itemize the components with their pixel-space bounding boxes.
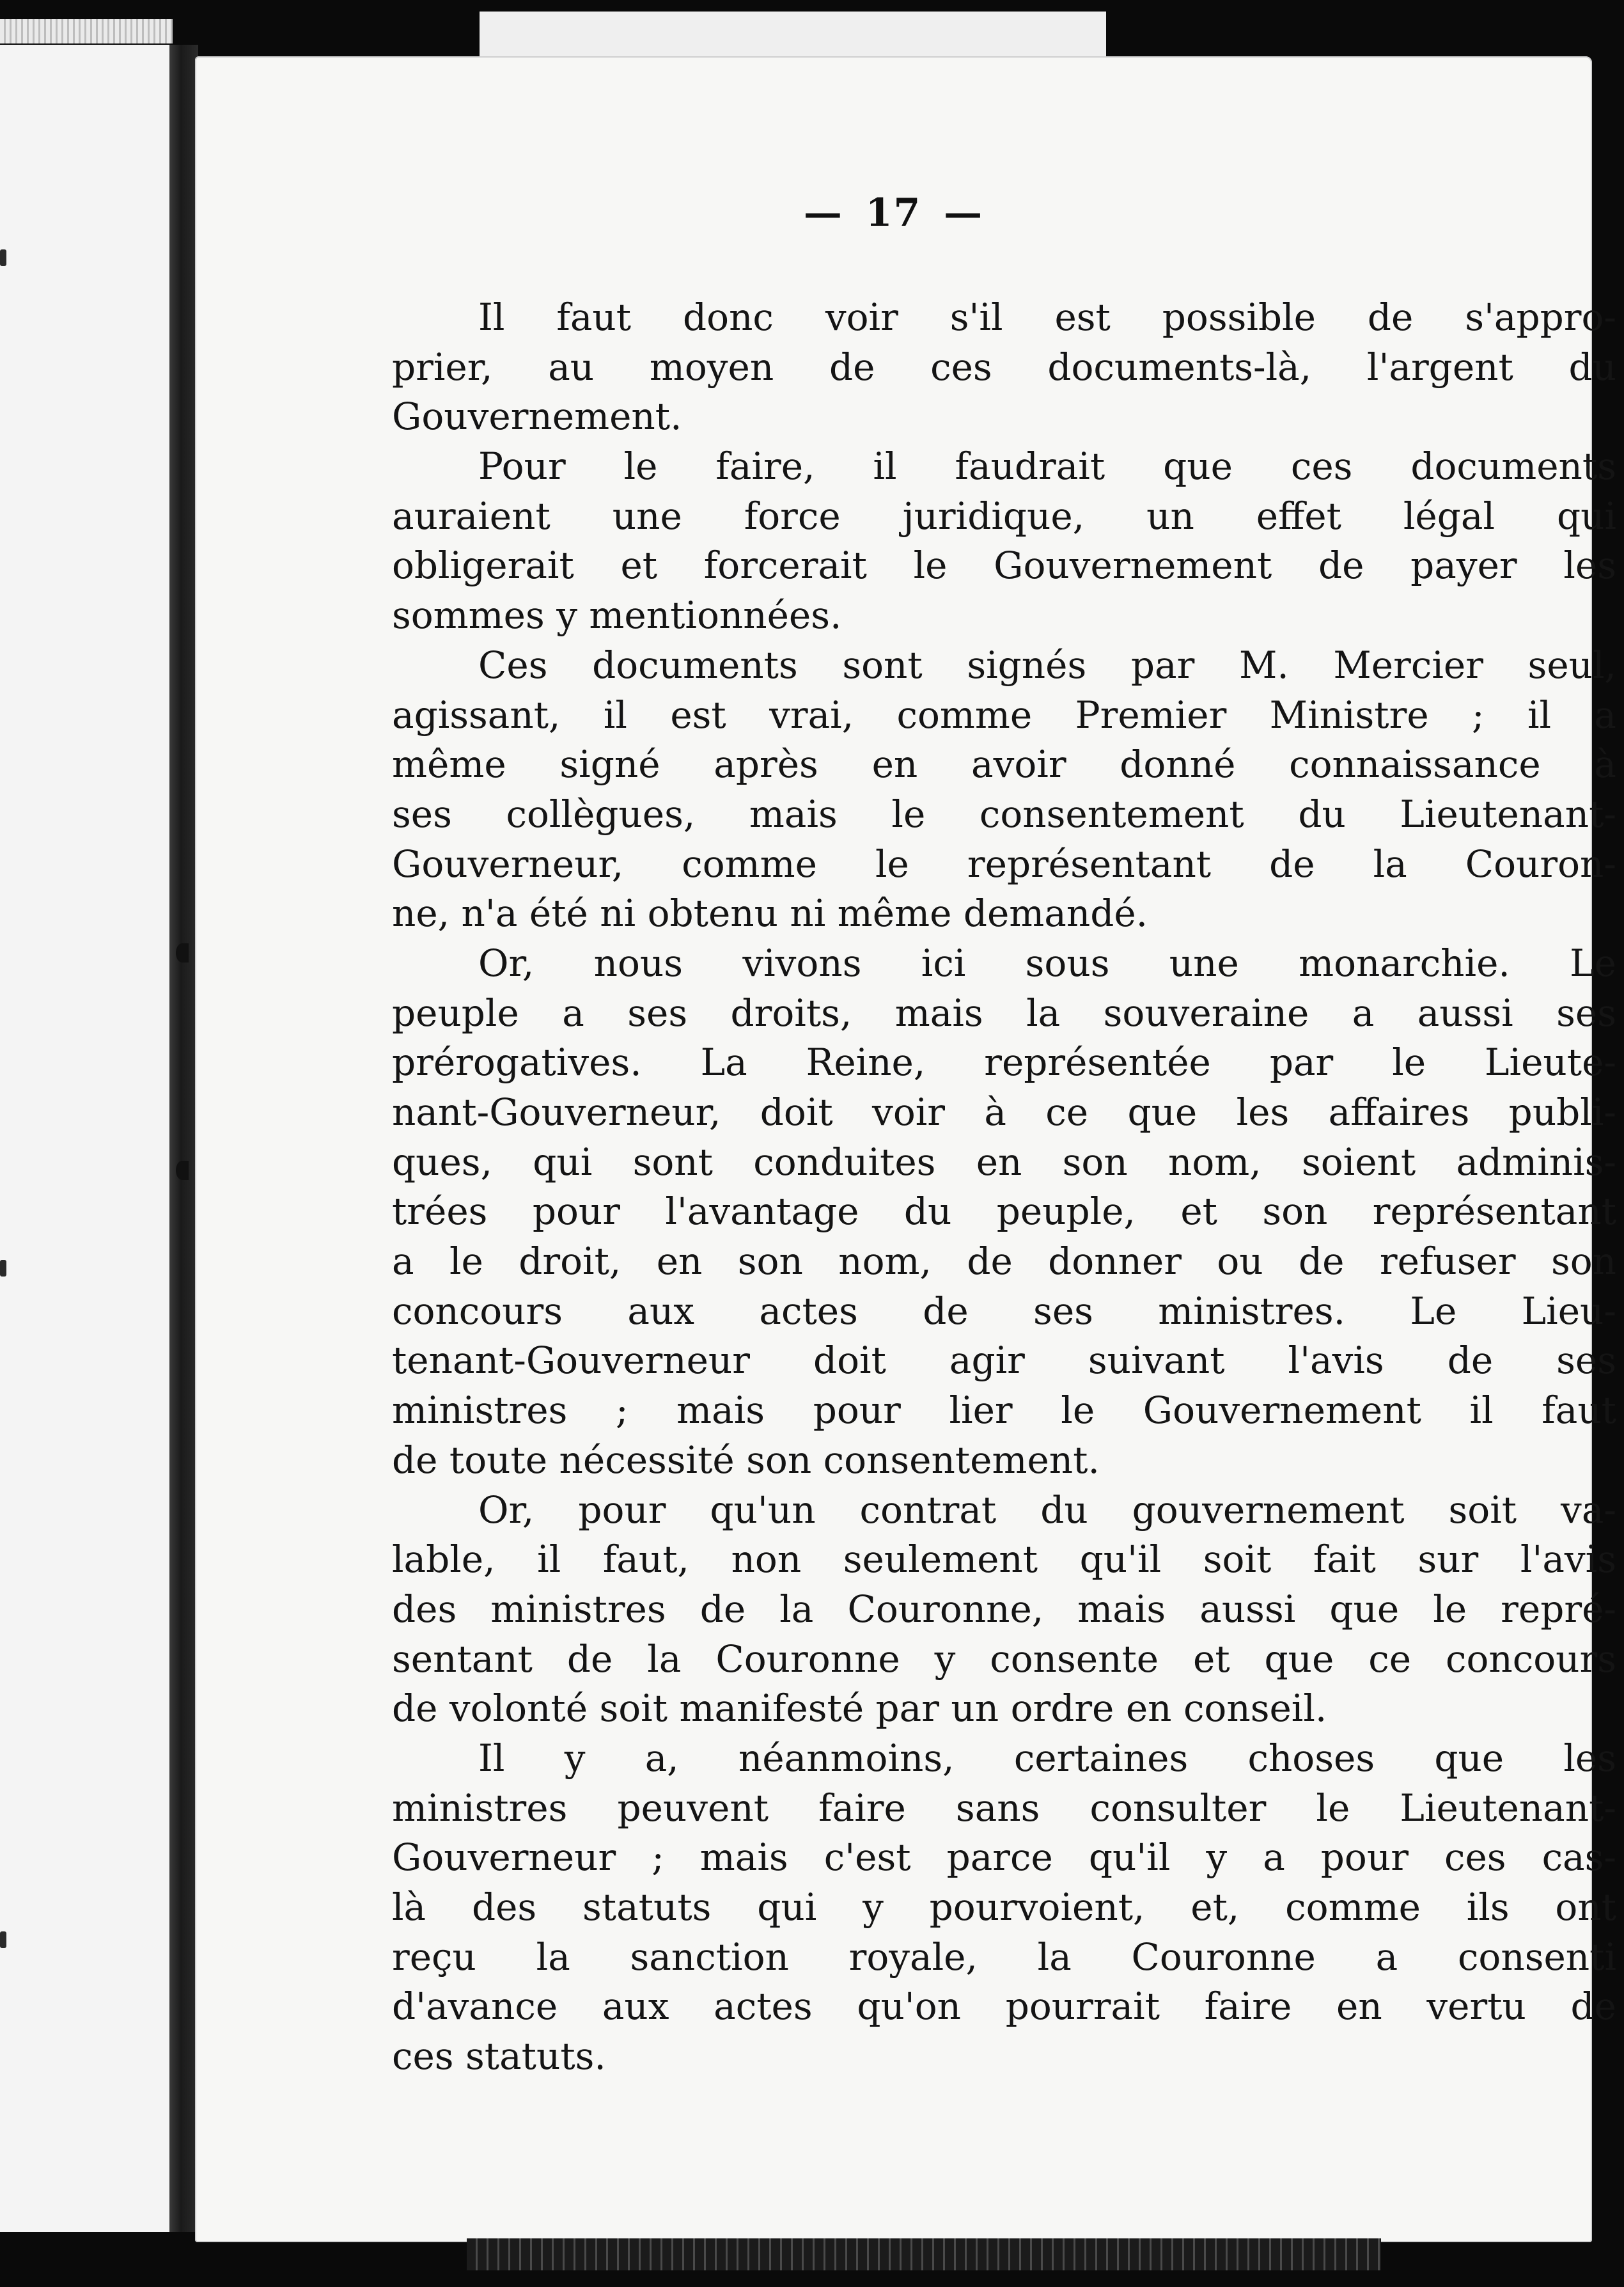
text-line: tenant-Gouverneur doit agir suivant l'avis de ses [392, 1339, 1616, 1383]
text-line: Gouverneur ; mais c'est parce qu'il y a pour ces cas- [392, 1835, 1616, 1880]
page-number [195, 191, 1592, 235]
text-line: Il y a, néanmoins, certaines choses que les [478, 1736, 1616, 1780]
text-line: obligerait et forcerait le Gouvernement de payer les [392, 544, 1616, 588]
paragraph [392, 641, 1616, 939]
text-line: trées pour l'avantage du peuple, et son représentant [392, 1190, 1616, 1234]
scan-edge-top-left [0, 19, 173, 43]
text-line: même signé après en avoir donné connaissance à [392, 743, 1616, 787]
text-line: sommes y mentionnées. [392, 593, 842, 638]
text-line: de toute nécessité son consentement. [392, 1438, 1100, 1482]
text-line: concours aux actes de ses ministres. Le Lieu- [392, 1289, 1616, 1333]
edge-mark [0, 249, 6, 266]
text-line: des ministres de la Couronne, mais aussi que le repré- [392, 1587, 1616, 1631]
scan-edge-top [480, 12, 1106, 59]
page-number-value: 17 [865, 191, 922, 235]
text-line: agissant, il est vrai, comme Premier Ministre ; il a [392, 693, 1616, 737]
book-binding [169, 45, 198, 2232]
text-line: peuple a ses droits, mais la souveraine a aussi ses [392, 991, 1616, 1035]
text-line: là des statuts qui y pourvoient, et, comme ils ont [392, 1885, 1616, 1929]
scan-edge-bottom [467, 2238, 1381, 2270]
paragraph [392, 939, 1616, 1486]
text-line: ministres peuvent faire sans consulter le Lieutenant- [392, 1786, 1616, 1830]
text-line: ces statuts. [392, 2034, 606, 2079]
facing-page-edge [0, 45, 172, 2232]
text-line: reçu la sanction royale, la Couronne a consenti [392, 1935, 1616, 1979]
text-line: Pour le faire, il faudrait que ces documents [478, 444, 1616, 489]
text-line: d'avance aux actes qu'on pourrait faire en vertu de [392, 1984, 1616, 2029]
text-line: Or, pour qu'un contrat du gouvernement soit va- [478, 1488, 1616, 1532]
text-line: Gouverneur, comme le représentant de la Couron- [392, 842, 1616, 886]
paragraph [392, 1486, 1616, 1734]
paragraph [392, 293, 1616, 442]
text-line: nant-Gouverneur, doit voir à ce que les affaires publi- [392, 1090, 1616, 1134]
dash-right: — [944, 191, 984, 235]
edge-mark [0, 1931, 6, 1948]
text-line: de volonté soit manifesté par un ordre en conseil. [392, 1686, 1327, 1731]
paragraph [392, 442, 1616, 641]
text-line: ques, qui sont conduites en son nom, soient adminis- [392, 1140, 1616, 1184]
binding-notch [176, 943, 189, 963]
text-line: Or, nous vivons ici sous une monarchie. Le [478, 941, 1616, 985]
text-line: Gouvernement. [392, 395, 682, 439]
text-line: auraient une force juridique, un effet légal qui [392, 494, 1616, 538]
text-line: ne, n'a été ni obtenu ni même demandé. [392, 892, 1148, 936]
body-text [392, 293, 1616, 2082]
text-line: ministres ; mais pour lier le Gouvernement il faut [392, 1388, 1616, 1433]
binding-notch [176, 1161, 189, 1180]
dash-left: — [803, 191, 843, 235]
text-line: sentant de la Couronne y consente et que ce concours [392, 1637, 1616, 1681]
text-line: prier, au moyen de ces documents-là, l'argent du [392, 345, 1616, 389]
text-line: lable, il faut, non seulement qu'il soit fait sur l'avis [392, 1537, 1616, 1582]
edge-mark [0, 1260, 6, 1277]
document-page [195, 56, 1616, 2242]
text-line: a le droit, en son nom, de donner ou de refuser son [392, 1239, 1616, 1284]
text-line: ses collègues, mais le consentement du Lieutenant- [392, 792, 1616, 836]
text-line: Il faut donc voir s'il est possible de s'appro- [478, 295, 1616, 339]
paragraph [392, 1734, 1616, 2082]
text-line: Ces documents sont signés par M. Mercier seul, [478, 643, 1616, 687]
text-line: prérogatives. La Reine, représentée par le Lieute- [392, 1041, 1616, 1085]
